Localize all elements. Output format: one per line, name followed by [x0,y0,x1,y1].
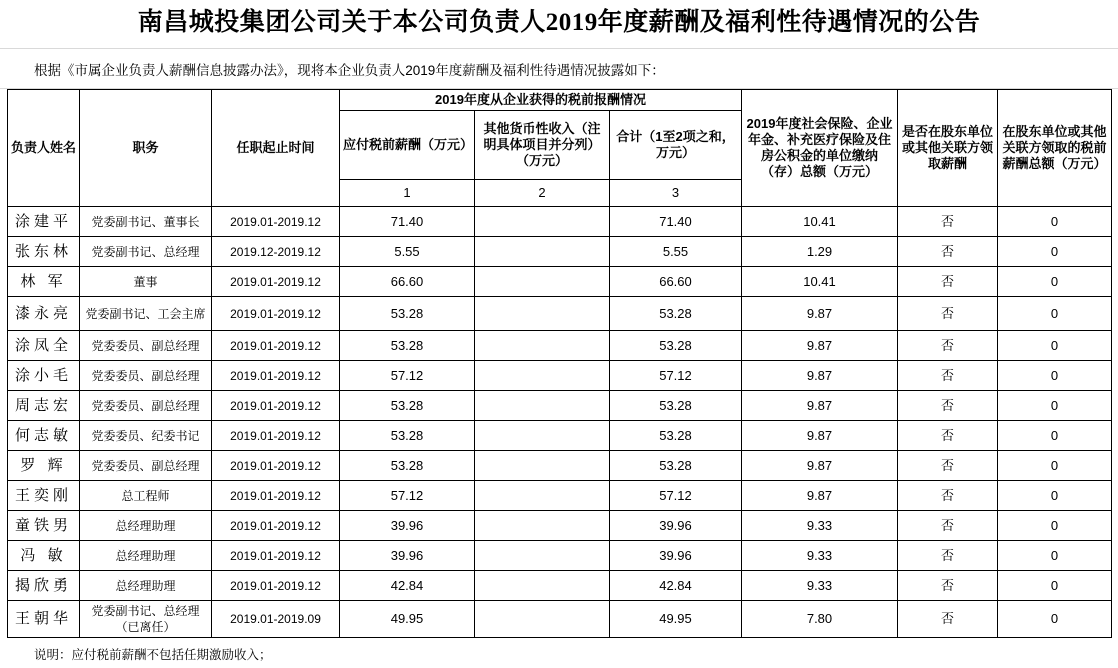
footnote: 说明：应付税前薪酬不包括任期激励收入； [34,648,272,662]
cell-name: 童铁男 [8,511,80,541]
cell-date: 2019.01-2019.12 [212,267,340,297]
cell-name: 周志宏 [8,391,80,421]
cell-pay: 49.95 [340,601,475,638]
table-row [8,391,1112,421]
table-row [8,331,1112,361]
cell-pay: 53.28 [340,331,475,361]
cell-insurance: 9.33 [742,511,898,541]
cell-total: 66.60 [610,267,742,297]
col-header-related-pay: 在股东单位或其他关联方领取的税前薪酬总额（万元） [998,90,1112,207]
table-row [8,361,1112,391]
cell-post: 党委委员、副总经理 [80,361,212,391]
table-row [8,207,1112,237]
cell-total: 53.28 [610,421,742,451]
cell-insurance: 9.87 [742,451,898,481]
cell-date: 2019.01-2019.12 [212,331,340,361]
cell-insurance: 9.33 [742,541,898,571]
col-header-is-shareholder: 是否在股东单位或其他关联方领取薪酬 [898,90,998,207]
cell-total: 53.28 [610,297,742,331]
cell-is-shareholder: 否 [898,511,998,541]
cell-date: 2019.01-2019.12 [212,541,340,571]
cell-other [475,481,610,511]
cell-insurance: 9.33 [742,571,898,601]
cell-insurance: 9.87 [742,421,898,451]
cell-other [475,237,610,267]
cell-other [475,571,610,601]
cell-other [475,207,610,237]
cell-pay: 5.55 [340,237,475,267]
cell-related-pay: 0 [998,361,1112,391]
page-title: 南昌城投集团公司关于本公司负责人2019年度薪酬及福利性待遇情况的公告 [137,9,981,36]
cell-date: 2019.01-2019.12 [212,297,340,331]
table-body [8,207,1112,638]
cell-related-pay: 0 [998,297,1112,331]
table-row [8,297,1112,331]
col-header-num-1: 1 [340,180,475,207]
cell-pay: 57.12 [340,481,475,511]
cell-total: 42.84 [610,571,742,601]
cell-other [475,331,610,361]
cell-post: 总工程师 [80,481,212,511]
cell-total: 5.55 [610,237,742,267]
cell-pay: 39.96 [340,511,475,541]
cell-total: 53.28 [610,391,742,421]
cell-other [475,361,610,391]
cell-pay: 42.84 [340,571,475,601]
table-row [8,481,1112,511]
cell-is-shareholder: 否 [898,267,998,297]
cell-other [475,541,610,571]
cell-date: 2019.01-2019.12 [212,451,340,481]
cell-is-shareholder: 否 [898,361,998,391]
cell-other [475,267,610,297]
cell-post: 总经理助理 [80,571,212,601]
col-header-insurance: 2019年度社会保险、企业年金、补充医疗保险及住房公积金的单位缴纳（存）总额（万元） [742,90,898,207]
cell-name: 涂建平 [8,207,80,237]
cell-other [475,511,610,541]
cell-post: 董事 [80,267,212,297]
cell-related-pay: 0 [998,207,1112,237]
col-header-total: 合计（1至2项之和，万元） [610,111,742,180]
cell-date: 2019.01-2019.12 [212,511,340,541]
cell-post: 总经理助理 [80,511,212,541]
cell-post: 党委副书记、工会主席 [80,297,212,331]
table-row [8,237,1112,267]
cell-date: 2019.01-2019.12 [212,571,340,601]
cell-date: 2019.01-2019.12 [212,207,340,237]
table-row [8,571,1112,601]
cell-name: 林 军 [8,267,80,297]
cell-is-shareholder: 否 [898,481,998,511]
intro-paragraph [0,49,1118,89]
cell-date: 2019.01-2019.12 [212,481,340,511]
cell-related-pay: 0 [998,451,1112,481]
cell-pay: 53.28 [340,421,475,451]
intro-text: 根据《市属企业负责人薪酬信息披露办法》，现将本企业负责人2019年度薪酬及福利性待遇情况披露如下： [34,63,665,78]
cell-total: 53.28 [610,451,742,481]
cell-related-pay: 0 [998,481,1112,511]
cell-insurance: 10.41 [742,207,898,237]
cell-insurance: 9.87 [742,481,898,511]
cell-insurance: 7.80 [742,601,898,638]
cell-other [475,601,610,638]
cell-related-pay: 0 [998,511,1112,541]
cell-date: 2019.01-2019.09 [212,601,340,638]
col-header-num-2: 2 [475,180,610,207]
cell-pay: 53.28 [340,451,475,481]
cell-total: 57.12 [610,481,742,511]
cell-date: 2019.01-2019.12 [212,361,340,391]
cell-related-pay: 0 [998,331,1112,361]
title-band [0,0,1118,49]
cell-total: 57.12 [610,361,742,391]
cell-is-shareholder: 否 [898,541,998,571]
cell-total: 39.96 [610,541,742,571]
cell-name: 涂小毛 [8,361,80,391]
cell-related-pay: 0 [998,571,1112,601]
cell-date: 2019.12-2019.12 [212,237,340,267]
cell-related-pay: 0 [998,421,1112,451]
cell-insurance: 9.87 [742,331,898,361]
cell-post: 党委副书记、总经理（已离任） [80,601,212,638]
cell-pay: 39.96 [340,541,475,571]
cell-post: 党委副书记、总经理 [80,237,212,267]
table-row [8,541,1112,571]
cell-pay: 53.28 [340,297,475,331]
cell-insurance: 10.41 [742,267,898,297]
cell-name: 揭欣勇 [8,571,80,601]
cell-is-shareholder: 否 [898,331,998,361]
cell-is-shareholder: 否 [898,451,998,481]
cell-related-pay: 0 [998,601,1112,638]
table-header-row-1 [8,90,1112,111]
col-header-group-income: 2019年度从企业获得的税前报酬情况 [340,90,742,111]
cell-other [475,451,610,481]
cell-related-pay: 0 [998,267,1112,297]
col-header-date: 任职起止时间 [212,90,340,207]
cell-is-shareholder: 否 [898,207,998,237]
cell-post: 党委副书记、董事长 [80,207,212,237]
cell-insurance: 9.87 [742,391,898,421]
cell-total: 53.28 [610,331,742,361]
cell-pay: 53.28 [340,391,475,421]
cell-total: 71.40 [610,207,742,237]
table-row [8,421,1112,451]
cell-is-shareholder: 否 [898,237,998,267]
cell-name: 王朝华 [8,601,80,638]
cell-post: 党委委员、纪委书记 [80,421,212,451]
col-header-name: 负责人姓名 [8,90,80,207]
cell-other [475,421,610,451]
cell-name: 何志敏 [8,421,80,451]
table-row [8,511,1112,541]
cell-pay: 71.40 [340,207,475,237]
cell-name: 张东林 [8,237,80,267]
cell-post: 总经理助理 [80,541,212,571]
salary-table [7,89,1112,638]
cell-is-shareholder: 否 [898,421,998,451]
cell-name: 罗 辉 [8,451,80,481]
cell-name: 王奕刚 [8,481,80,511]
table-row [8,601,1112,638]
cell-is-shareholder: 否 [898,571,998,601]
cell-post: 党委委员、副总经理 [80,451,212,481]
cell-other [475,391,610,421]
cell-name: 涂凤全 [8,331,80,361]
cell-pay: 66.60 [340,267,475,297]
cell-other [475,297,610,331]
table-row [8,267,1112,297]
cell-insurance: 9.87 [742,361,898,391]
cell-is-shareholder: 否 [898,297,998,331]
cell-is-shareholder: 否 [898,601,998,638]
cell-insurance: 9.87 [742,297,898,331]
col-header-post: 职务 [80,90,212,207]
cell-total: 49.95 [610,601,742,638]
cell-total: 39.96 [610,511,742,541]
cell-is-shareholder: 否 [898,391,998,421]
cell-name: 冯 敏 [8,541,80,571]
col-header-num-3: 3 [610,180,742,207]
col-header-pay: 应付税前薪酬（万元） [340,111,475,180]
cell-related-pay: 0 [998,391,1112,421]
cell-pay: 57.12 [340,361,475,391]
cell-post: 党委委员、副总经理 [80,331,212,361]
cell-related-pay: 0 [998,237,1112,267]
cell-post: 党委委员、副总经理 [80,391,212,421]
cell-insurance: 1.29 [742,237,898,267]
table-row [8,451,1112,481]
cell-date: 2019.01-2019.12 [212,391,340,421]
cell-related-pay: 0 [998,541,1112,571]
cell-name: 漆永亮 [8,297,80,331]
table-header [8,90,1112,207]
cell-date: 2019.01-2019.12 [212,421,340,451]
col-header-other: 其他货币性收入（注明具体项目并分列）（万元） [475,111,610,180]
